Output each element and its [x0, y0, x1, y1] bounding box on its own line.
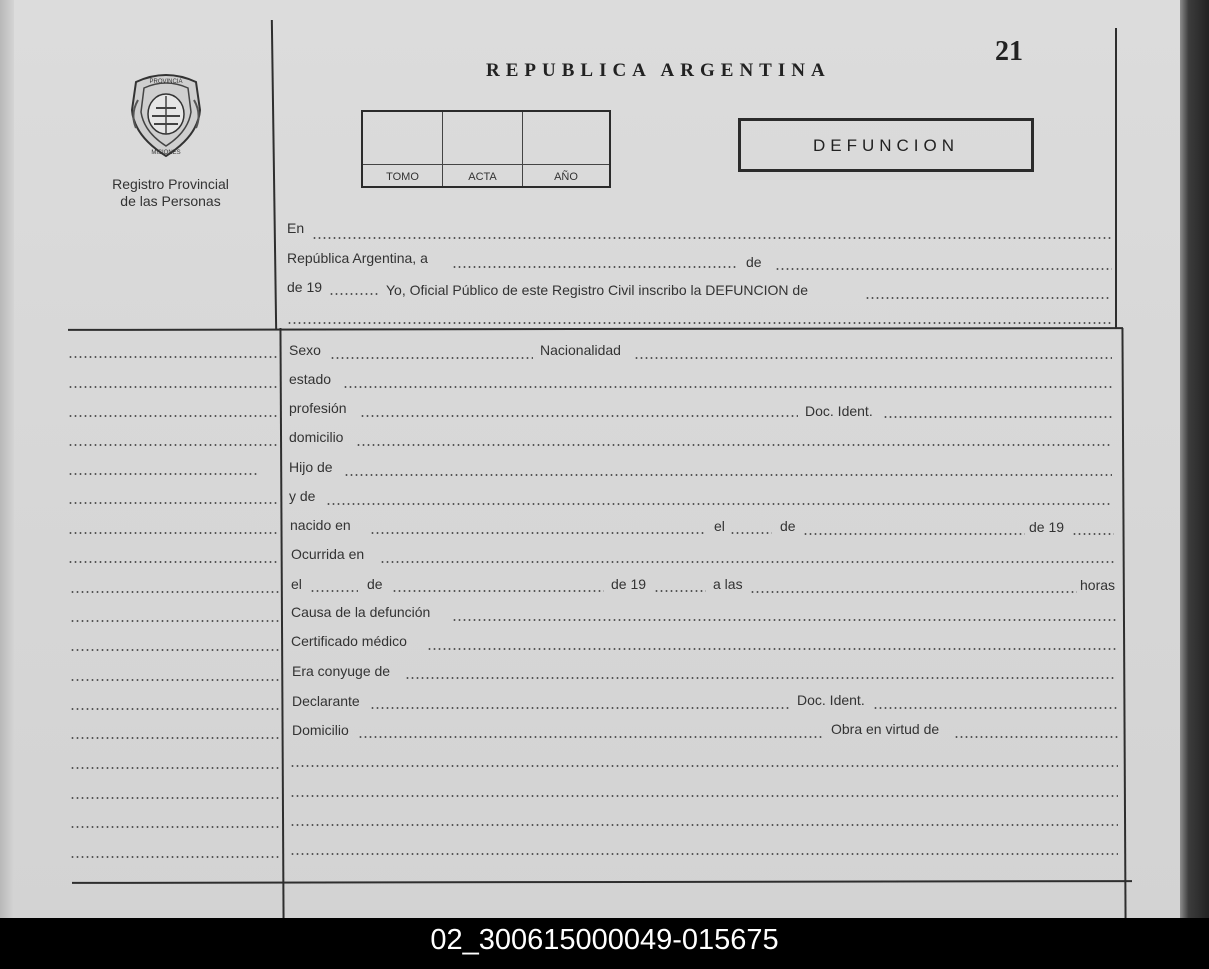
conyuge-label: Era conyuge de [292, 663, 391, 679]
doc-ident-label-1: Doc. Ident. [805, 403, 873, 419]
margin-line [68, 356, 278, 358]
margin-line [70, 826, 280, 828]
registry-name [98, 176, 243, 210]
ocurrida-en-label: Ocurrida en [291, 546, 365, 562]
page-number: 21 [995, 36, 1023, 67]
nacionalidad-label: Nacionalidad [540, 342, 621, 358]
y-de-label: y de [289, 488, 316, 504]
declarante-label: Declarante [292, 693, 360, 709]
registry-name-line2: de las Personas [120, 193, 221, 209]
nacido-mes-line [803, 533, 1025, 535]
hijo-de-label: Hijo de [289, 459, 333, 475]
ocurrida-el-label: el [291, 576, 302, 592]
ocurrida-dia-line [310, 590, 358, 592]
intro-republica-label: República Argentina, a [287, 250, 428, 266]
blank-line [290, 795, 1118, 797]
blank-line [290, 824, 1118, 826]
margin-line [70, 620, 280, 622]
image-code-footer: 02_300615000049-015675 [0, 918, 1209, 969]
doc-ident-line-2 [873, 707, 1118, 709]
hora-line [750, 591, 1077, 593]
estado-label: estado [289, 371, 332, 387]
doc-ident-label-2: Doc. Ident. [797, 692, 865, 708]
ocurrida-de-label: de [367, 576, 383, 592]
book-spine [1180, 0, 1209, 918]
intro-month-line [775, 268, 1112, 270]
country-title: REPUBLICA ARGENTINA [486, 60, 831, 81]
margin-line [68, 415, 278, 417]
acta-label: ACTA [468, 171, 497, 183]
margin-line [68, 444, 278, 446]
nacido-el-label: el [714, 518, 725, 534]
anio-label: AÑO [554, 171, 578, 183]
right-border [1115, 28, 1117, 328]
conyuge-line [405, 677, 1116, 679]
y-de-line [326, 503, 1112, 505]
intro-de-label: de [746, 254, 762, 270]
nacido-dia-line [730, 532, 772, 534]
nacido-en-label: nacido en [290, 517, 351, 533]
margin-line [70, 708, 280, 710]
intro-en-label: En [287, 220, 305, 236]
intro-year-label: de 19 [287, 279, 323, 295]
doc-ident-line-1 [883, 416, 1112, 418]
a-las-label: a las [713, 576, 743, 592]
certificado-label: Certificado médico [291, 633, 407, 649]
intro-name-line-2 [287, 322, 1112, 324]
anio-cell [523, 112, 609, 186]
nacido-en-line [370, 532, 705, 534]
margin-line [70, 737, 280, 739]
domicilio-line-2 [358, 736, 823, 738]
document-type-label: DEFUNCION [812, 136, 960, 155]
horas-label: horas [1080, 577, 1116, 593]
nacido-de19-label: de 19 [1029, 519, 1065, 535]
profesion-line [360, 415, 798, 417]
blank-line [290, 765, 1118, 767]
margin-line [70, 679, 280, 681]
certificado-line [427, 648, 1116, 650]
margin-line [68, 502, 278, 504]
margin-line [68, 473, 258, 475]
margin-line [68, 386, 278, 388]
intro-statement: Yo, Oficial Público de este Registro Civil inscribo la DEFUNCION de [386, 282, 808, 298]
svg-text:MISIONES: MISIONES [151, 150, 181, 156]
obra-label: Obra en virtud de [831, 721, 940, 737]
margin-line [70, 649, 280, 651]
intro-name-line [865, 297, 1110, 299]
page-left-edge [0, 0, 14, 918]
hijo-de-line [344, 474, 1112, 476]
intro-day-line [452, 266, 737, 268]
domicilio-line-1 [356, 444, 1112, 446]
margin-line [68, 561, 278, 563]
domicilio-label-2: Domicilio [292, 722, 349, 738]
ocurrida-de19-label: de 19 [611, 576, 647, 592]
provincial-seal-logo [124, 70, 208, 160]
acta-cell [443, 112, 523, 186]
sexo-line [330, 357, 533, 359]
margin-line [70, 797, 280, 799]
sexo-label: Sexo [289, 342, 321, 358]
obra-line [954, 736, 1118, 738]
ocurrida-anio-line [654, 590, 706, 592]
nacido-de-label: de [780, 518, 796, 534]
tomo-label: TOMO [386, 171, 419, 183]
margin-line [70, 591, 280, 593]
record-number-box [361, 110, 611, 188]
margin-line [68, 532, 278, 534]
nacido-anio-line [1072, 533, 1114, 535]
nacionalidad-line [634, 357, 1112, 359]
blank-line [290, 853, 1118, 855]
causa-line [452, 619, 1116, 621]
ocurrida-en-line [380, 561, 1114, 563]
causa-label: Causa de la defunción [291, 604, 431, 620]
estado-line [343, 386, 1112, 388]
margin-line [70, 856, 280, 858]
ocurrida-mes-line [392, 590, 604, 592]
domicilio-label-1: domicilio [289, 429, 344, 445]
declarante-line [370, 707, 790, 709]
intro-year-line [329, 293, 379, 295]
registry-name-line1: Registro Provincial [112, 176, 229, 192]
intro-en-line [312, 237, 1112, 239]
margin-line [70, 767, 280, 769]
svg-text:PROVINCIA: PROVINCIA [149, 79, 183, 85]
document-type-box [738, 118, 1034, 172]
tomo-cell [363, 112, 443, 186]
profesion-label: profesión [289, 400, 347, 416]
